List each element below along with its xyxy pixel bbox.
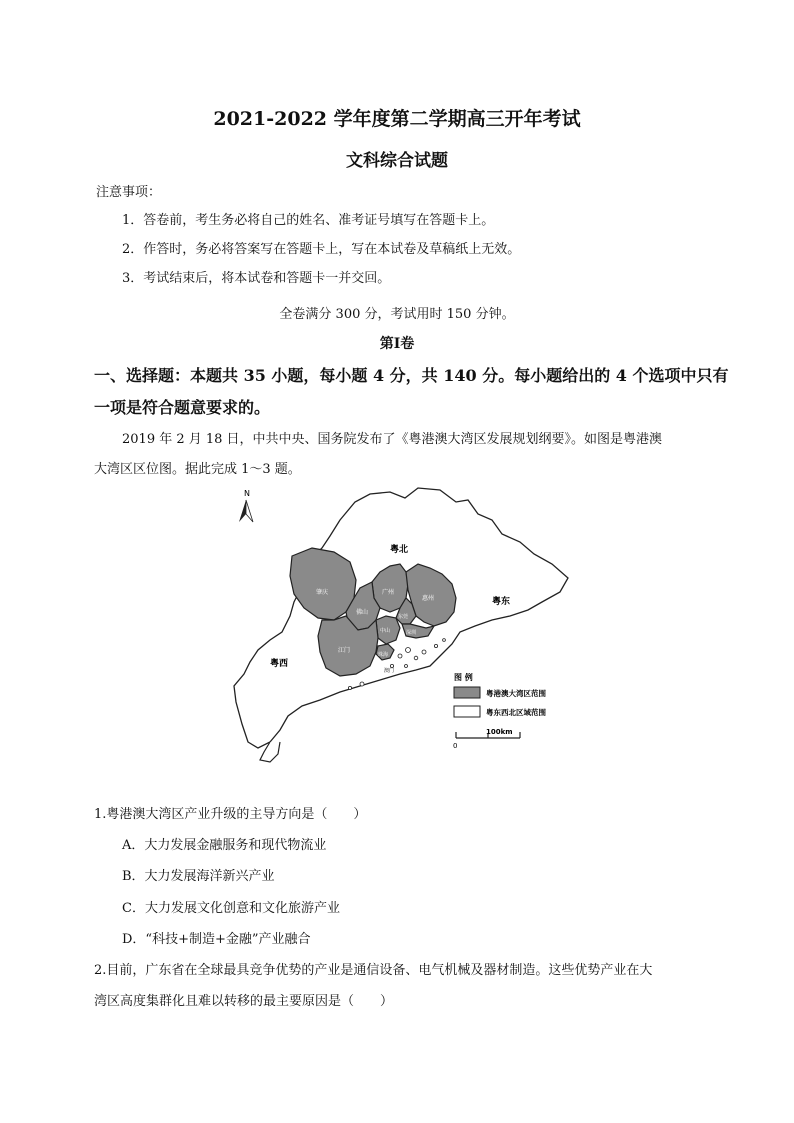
intro-line1: 2019 年 2 月 18 日，中共中央、国务院发布了《粤港澳大湾区发展规划纲要》。如图是粤港澳 xyxy=(122,432,663,447)
section-instruction-line2: 一项是符合题意要求的。 xyxy=(94,398,271,417)
section-instruction-line1: 一、选择题：本题共 35 小题，每小题 4 分，共 140 分。每小题给出的 4 个选项中只有 xyxy=(94,366,729,385)
legend-other-area: 粤东西北区域范围 xyxy=(486,708,546,717)
north-arrow-icon xyxy=(239,489,253,522)
volume-title: 第Ⅰ卷 xyxy=(379,336,415,352)
bay-area-map xyxy=(230,480,590,765)
question-1-option-b: B．大力发展海洋新兴产业 xyxy=(122,869,275,884)
exam-subtitle: 文科综合试题 xyxy=(346,151,448,171)
map-legend xyxy=(453,672,546,750)
notice-item-1: 1．答卷前，考生务必将自己的姓名、准考证号填写在答题卡上。 xyxy=(122,213,495,228)
label-yuedong: 粤东 xyxy=(492,597,511,607)
intro-line2: 大湾区区位图。据此完成 1～3 题。 xyxy=(94,462,301,477)
label-zhongshan: 中山 xyxy=(380,628,391,634)
label-zhaoqing: 肇庆 xyxy=(316,589,329,596)
notice-heading: 注意事项： xyxy=(96,185,162,200)
label-foshan: 佛山 xyxy=(356,609,369,616)
question-2-stem-line1: 2.目前，广东省在全球最具竞争优势的产业是通信设备、电气机械及器材制造。这些优势产业在大 xyxy=(94,963,653,978)
map-svg xyxy=(230,480,590,765)
question-1-stem: 1.粤港澳大湾区产业升级的主导方向是（ ） xyxy=(94,807,367,822)
notice-item-2: 2．作答时，务必将答案写在答题卡上，写在本试卷及草稿纸上无效。 xyxy=(122,242,521,257)
legend-bay-area: 粤港澳大湾区范围 xyxy=(486,689,546,698)
scale-bar xyxy=(453,728,520,750)
exam-title: 2021-2022 学年度第二学期高三开年考试 xyxy=(213,108,581,130)
legend-title: 图 例 xyxy=(454,673,473,682)
label-jiangmen: 江门 xyxy=(338,647,351,654)
question-1-option-d: D．“科技+制造+金融”产业融合 xyxy=(122,932,311,947)
score-line: 全卷满分 300 分，考试用时 150 分钟。 xyxy=(279,307,515,322)
scale-value: 100km xyxy=(486,728,513,736)
notice-item-3: 3．考试结束后，将本试卷和答题卡一并交回。 xyxy=(122,271,391,286)
label-yuebei: 粤北 xyxy=(390,545,409,555)
label-zhuhai: 珠海 xyxy=(378,652,389,658)
label-guangzhou: 广州 xyxy=(382,589,395,596)
label-huizhou: 惠州 xyxy=(422,595,435,602)
question-2-stem-line2: 湾区高度集群化且难以转移的最主要原因是（ ） xyxy=(94,994,394,1009)
scale-zero: 0 xyxy=(453,742,458,750)
legend-swatch-bay xyxy=(454,687,480,698)
legend-swatch-other xyxy=(454,706,480,717)
label-yuexi: 粤西 xyxy=(270,659,289,669)
label-aomen: 澳门 xyxy=(384,668,395,674)
label-shenzhen: 深圳 xyxy=(406,630,417,636)
question-1-option-c: C．大力发展文化创意和文化旅游产业 xyxy=(122,901,340,916)
label-dongguan: 东莞 xyxy=(398,614,409,620)
question-1-option-a: A．大力发展金融服务和现代物流业 xyxy=(122,838,327,853)
north-label: N xyxy=(244,489,250,498)
